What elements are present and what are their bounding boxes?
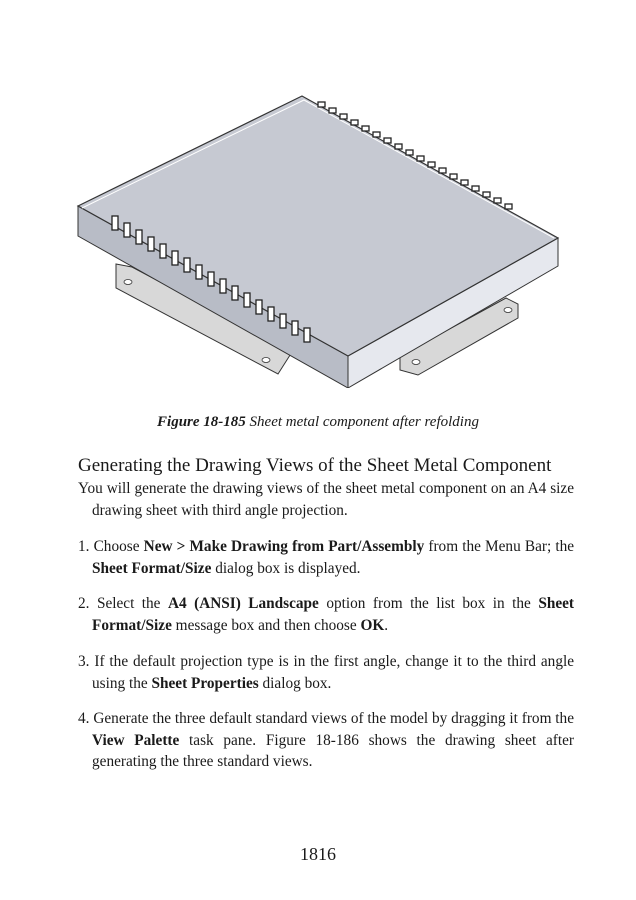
step-text: from the Menu Bar; the: [424, 538, 575, 555]
step-bold: New > Make Drawing from Part/Assembly: [143, 538, 425, 555]
step-number: 3.: [78, 653, 95, 670]
step-bold: View Palette: [92, 731, 180, 749]
step-4: [78, 708, 574, 773]
page-number: 1816: [300, 844, 336, 864]
step-text: task pane. Figure 18-186 shows the drawing sheet after generating the three standard views.: [92, 731, 574, 770]
step-number: 4.: [78, 710, 94, 727]
step-2: [78, 593, 574, 636]
step-text: Generate the three default standard views of the model by dragging it from the: [93, 710, 574, 727]
right-flange-hole: [504, 308, 512, 313]
figure-caption: [0, 414, 636, 431]
left-flange-hole: [262, 358, 270, 363]
right-flange-hole: [412, 360, 420, 365]
step-number: 1.: [78, 538, 94, 555]
step-text: option from the list box in the: [318, 595, 539, 612]
figure-caption-text: Sheet metal component after refolding: [245, 414, 479, 430]
step-bold: OK: [360, 616, 385, 634]
step-text: dialog box.: [258, 674, 332, 692]
step-text: message box and then choose: [171, 616, 361, 634]
step-text: Select the: [96, 595, 168, 612]
sheet-metal-figure: [70, 88, 570, 388]
section-heading: Generating the Drawing Views of the Sheet Metal Component: [78, 455, 552, 476]
step-1: [78, 536, 574, 579]
step-text: dialog box is displayed.: [211, 559, 361, 577]
intro-paragraph: You will generate the drawing views of the sheet metal component on an A4 size drawing sheet with third angle projection.: [78, 480, 574, 519]
step-bold: Sheet Format/Size: [92, 559, 212, 577]
left-flange-hole: [124, 280, 132, 285]
step-number: 2.: [78, 595, 97, 612]
step-bold: Sheet Format/Size: [92, 595, 575, 634]
figure-caption-label: Figure 18-185: [157, 414, 246, 430]
step-text: If the default projection type is in the first angle, change it to the third angle using the: [92, 653, 575, 692]
step-text: .: [384, 616, 389, 634]
step-text: Choose: [93, 538, 144, 555]
step-bold: A4 (ANSI) Landscape: [167, 595, 319, 612]
step-3: [78, 651, 574, 694]
step-bold: Sheet Properties: [151, 674, 259, 692]
